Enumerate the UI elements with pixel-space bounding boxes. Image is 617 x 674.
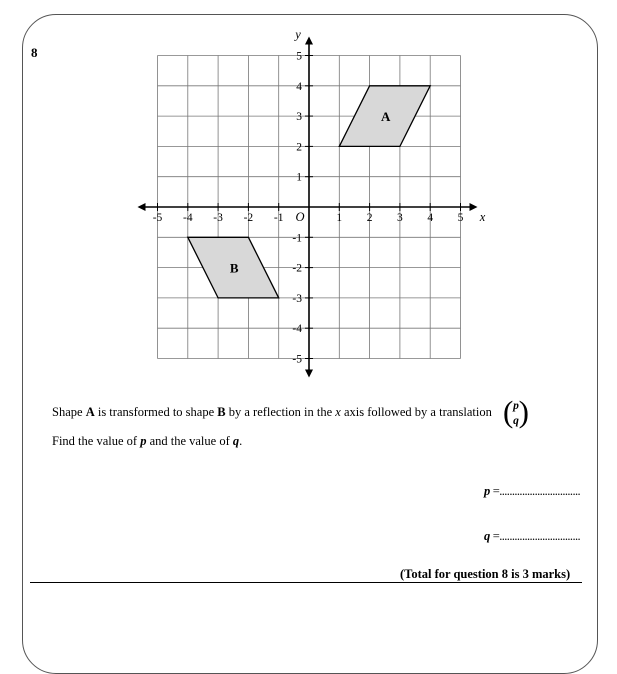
- answer-equals: =: [490, 529, 500, 543]
- y-tick-label: 3: [296, 111, 302, 124]
- x-tick-label: 1: [336, 212, 343, 224]
- x-tick-label: -3: [213, 212, 223, 224]
- x-tick-label: -2: [243, 212, 254, 224]
- translation-vector: [503, 394, 529, 432]
- vector-bottom: q: [513, 415, 519, 427]
- x-axis-label: x: [479, 210, 486, 224]
- variable-q: q: [232, 434, 240, 448]
- statement-text: by a reflection in the: [225, 405, 336, 419]
- total-marks: (Total for question 8 is 3 marks): [400, 567, 571, 581]
- statement-text: Shape: [52, 405, 86, 419]
- y-tick-label: 2: [296, 141, 302, 154]
- answer-label: q: [484, 529, 491, 543]
- x-axis-arrow-right: [470, 203, 478, 211]
- vector-top: p: [513, 400, 519, 412]
- answer-label: p: [484, 484, 491, 498]
- answer-equals: =: [490, 484, 500, 498]
- instruction-text: .: [239, 434, 243, 448]
- instruction-text: Find the value of: [52, 434, 141, 448]
- y-axis-arrow-down: [305, 370, 313, 378]
- shape-b-ref: B: [217, 405, 226, 419]
- x-axis-arrow-left: [138, 203, 146, 211]
- y-tick-label: 5: [296, 50, 302, 63]
- shape-label: B: [229, 260, 239, 276]
- x-tick-label: -5: [152, 212, 163, 224]
- question-instruction: [52, 434, 242, 449]
- x-tick-label: -1: [273, 212, 284, 224]
- y-axis-label: y: [295, 27, 301, 42]
- y-tick-label: -1: [292, 232, 302, 245]
- statement-text: is transformed to shape: [94, 405, 218, 419]
- question-number: 8: [31, 45, 38, 60]
- x-tick-label: -4: [183, 212, 193, 224]
- x-tick-label: 2: [366, 212, 373, 224]
- shape-label: A: [381, 109, 391, 125]
- variable-p: p: [140, 434, 147, 448]
- x-tick-label: 3: [397, 212, 403, 224]
- y-tick-label: -4: [292, 323, 302, 336]
- question-statement: [52, 405, 492, 420]
- y-tick-label: -2: [292, 262, 302, 275]
- y-tick-label: 1: [296, 171, 302, 184]
- answer-dots: ................................: [499, 529, 581, 543]
- answer-p-field[interactable]: [484, 484, 580, 499]
- y-tick-label: 4: [296, 80, 302, 93]
- shape-a-ref: A: [85, 405, 95, 419]
- y-tick-label: -3: [292, 292, 302, 305]
- statement-text: axis followed by a translation: [340, 405, 492, 419]
- answer-q-field[interactable]: [484, 529, 580, 544]
- divider-line: [30, 582, 582, 583]
- axis-variable: x: [335, 405, 341, 419]
- answer-dots: ................................: [499, 484, 581, 498]
- x-tick-label: 5: [457, 212, 464, 224]
- vector-left-paren: (: [503, 394, 514, 429]
- instruction-text: and the value of: [146, 434, 233, 448]
- origin-label: O: [295, 210, 305, 224]
- y-axis-arrow-up: [305, 37, 313, 45]
- vector-right-paren: ): [518, 394, 529, 429]
- y-tick-label: -5: [292, 353, 302, 366]
- x-tick-label: 4: [427, 212, 434, 224]
